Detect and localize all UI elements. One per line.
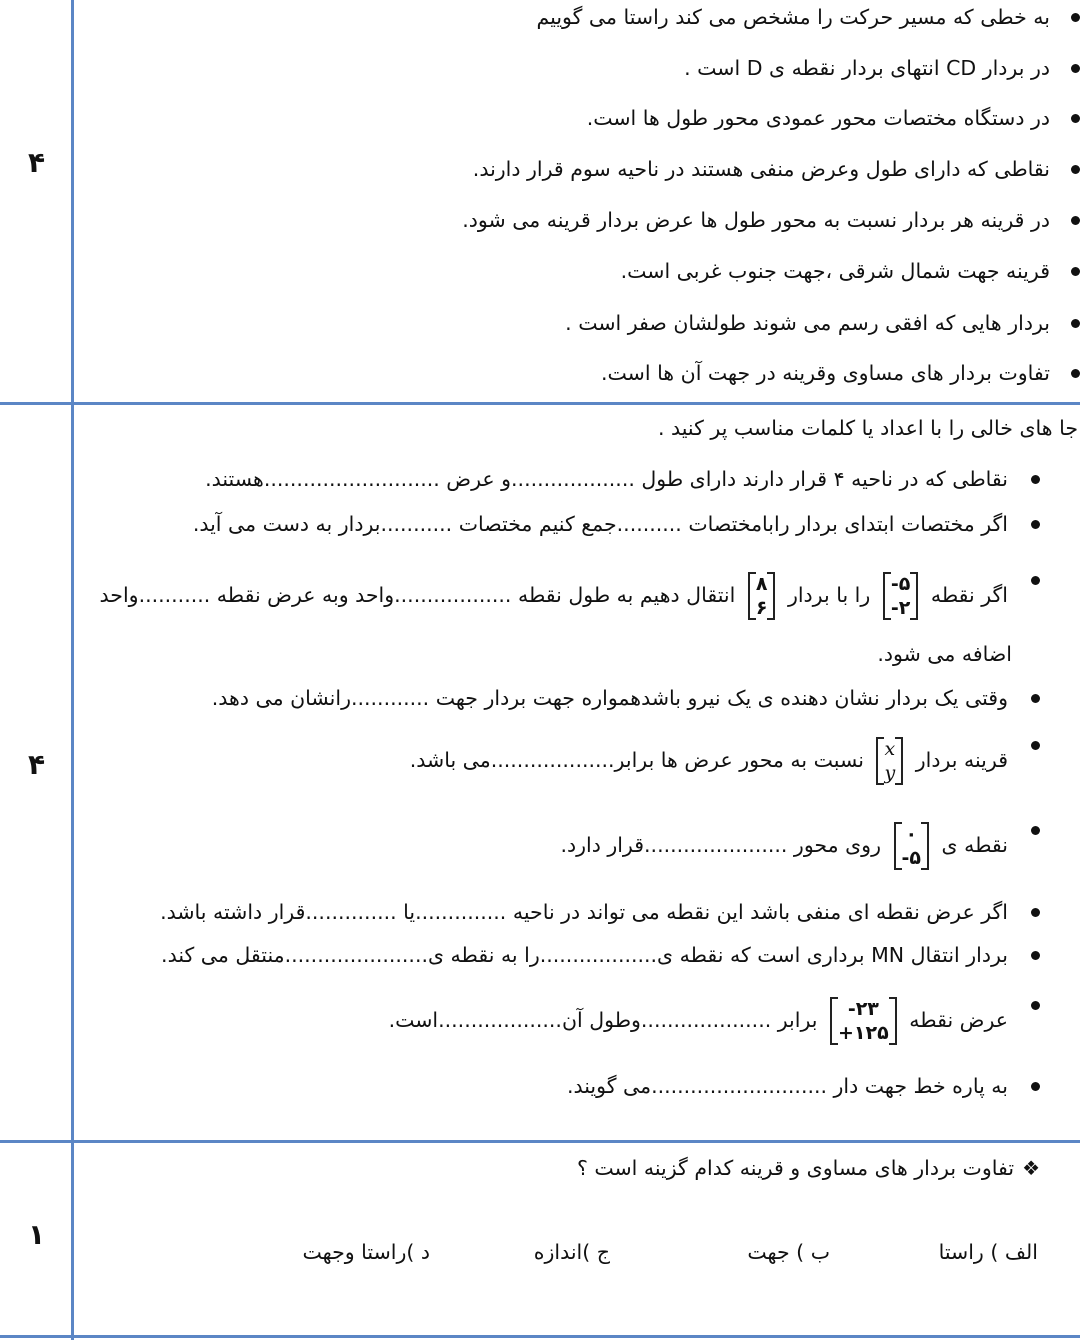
bottom-border <box>0 1335 1080 1338</box>
list-item: در دستگاه مختصات محور عمودی محور طول ها است. <box>587 103 1050 133</box>
vector-entry: y <box>884 762 896 784</box>
list-item: نقاطی که در ناحیه ۴ قرار دارند دارای طول ...................و عرض ...........................هستند. <box>205 464 1008 494</box>
vector-entry: -۵ <box>890 573 911 595</box>
section3-score: ۱ <box>27 1218 46 1251</box>
item9-text-b: برابر ....................وطول آن...................است. <box>388 1008 818 1032</box>
item3-continuation: اضافه می شود. <box>877 642 1012 666</box>
item3-text-b: را با بردار <box>787 583 871 607</box>
list-item: در قرینه هر بردار نسبت به محور طول ها عرض بردار قرینه می شود. <box>462 205 1050 235</box>
list-item: اگر عرض نقطه ای منفی باشد این نقطه می تواند در ناحیه ..............یا ..............قرار داشته باشد. <box>160 897 1008 927</box>
vector-entry: ۸ <box>755 573 768 595</box>
xy-vector-matrix <box>876 737 903 785</box>
vector-entry: x <box>884 738 896 760</box>
option-a[interactable]: الف ) راستا <box>938 1240 1038 1264</box>
score-column-border <box>71 0 74 1340</box>
vector-entry: -۵ <box>901 847 922 869</box>
option-d[interactable]: د )راستا وجهت <box>302 1240 430 1264</box>
list-item: بردار انتقال MN برداری است که نقطه ی..................را به نقطه ی......................منتقل می کند. <box>161 940 1008 970</box>
diamond-bullet-icon: ❖ <box>1022 1156 1040 1180</box>
option-c[interactable]: ج )اندازه <box>533 1240 610 1264</box>
item5-text-b: نسبت به محور عرض ها برابر...................می باشد. <box>409 748 864 772</box>
list-item-vector-translation <box>100 565 1008 625</box>
vector-entry: +۱۲۵ <box>838 1022 889 1044</box>
list-item: قرینه جهت شمال شرقی ،جهت جنوب غربی است. <box>621 256 1050 286</box>
list-item: اگر مختصات ابتدای بردار رابامختصات ..........جمع کنیم مختصات ...........بردار به دست می آید. <box>193 509 1008 539</box>
list-item-symmetric-vector <box>410 730 1008 790</box>
translation-vector-matrix <box>748 572 776 620</box>
item3-text-c: انتقال دهیم به طول نقطه ..................واحد وبه عرض نقطه ...........واحد <box>99 583 736 607</box>
section3-question <box>577 1153 1040 1183</box>
vector-entry: ۰ <box>905 823 918 845</box>
list-item-point-on-axis <box>560 815 1008 875</box>
list-item: نقاطی که دارای طول وعرض منفی هستند در ناحیه سوم قرار دارند. <box>473 154 1050 184</box>
section1-score: ۴ <box>27 146 46 179</box>
vector-entry: -۲ <box>890 597 911 619</box>
list-item-point-coordinates <box>389 990 1008 1050</box>
item5-text-a: قرینه بردار <box>915 748 1008 772</box>
list-item: در بردار CD انتهای بردار نقطه ی D است . <box>684 53 1050 83</box>
item6-text-a: نقطه ی <box>941 833 1008 857</box>
point-coordinates-matrix <box>830 997 897 1045</box>
item3-text-a: اگر نقطه <box>930 583 1008 607</box>
list-item: وقتی یک بردار نشان دهنده ی یک نیرو باشدهمواره جهت بردار جهت ............رانشان می دهد. <box>212 683 1008 713</box>
list-item: به خطی که مسیر حرکت را مشخص می کند راستا می گوییم <box>537 2 1050 32</box>
section2-score: ۴ <box>27 748 46 781</box>
item6-text-b: روی محور ......................قرار دارد. <box>560 833 881 857</box>
section2-instruction: جا های خالی را با اعداد یا کلمات مناسب پر کنید . <box>657 416 1078 440</box>
list-item: به پاره خط جهت دار ...........................می گویند. <box>567 1071 1008 1101</box>
section1-content <box>76 0 1080 400</box>
section3-content <box>76 1143 1080 1333</box>
vector-entry: -۲۳ <box>847 998 879 1020</box>
option-b[interactable]: ب ) جهت <box>747 1240 830 1264</box>
question-text: تفاوت بردار های مساوی و قرینه کدام گزینه است ؟ <box>576 1156 1015 1180</box>
list-item: بردار هایی که افقی رسم می شوند طولشان صفر است . <box>565 308 1050 338</box>
vector-entry: ۶ <box>755 597 768 619</box>
section2-content <box>76 405 1080 1140</box>
item9-text-a: عرض نقطه <box>909 1008 1008 1032</box>
point-matrix <box>894 822 929 870</box>
point-vector-matrix <box>883 572 918 620</box>
list-item: تفاوت بردار های مساوی وقرینه در جهت آن ها است. <box>601 358 1050 388</box>
